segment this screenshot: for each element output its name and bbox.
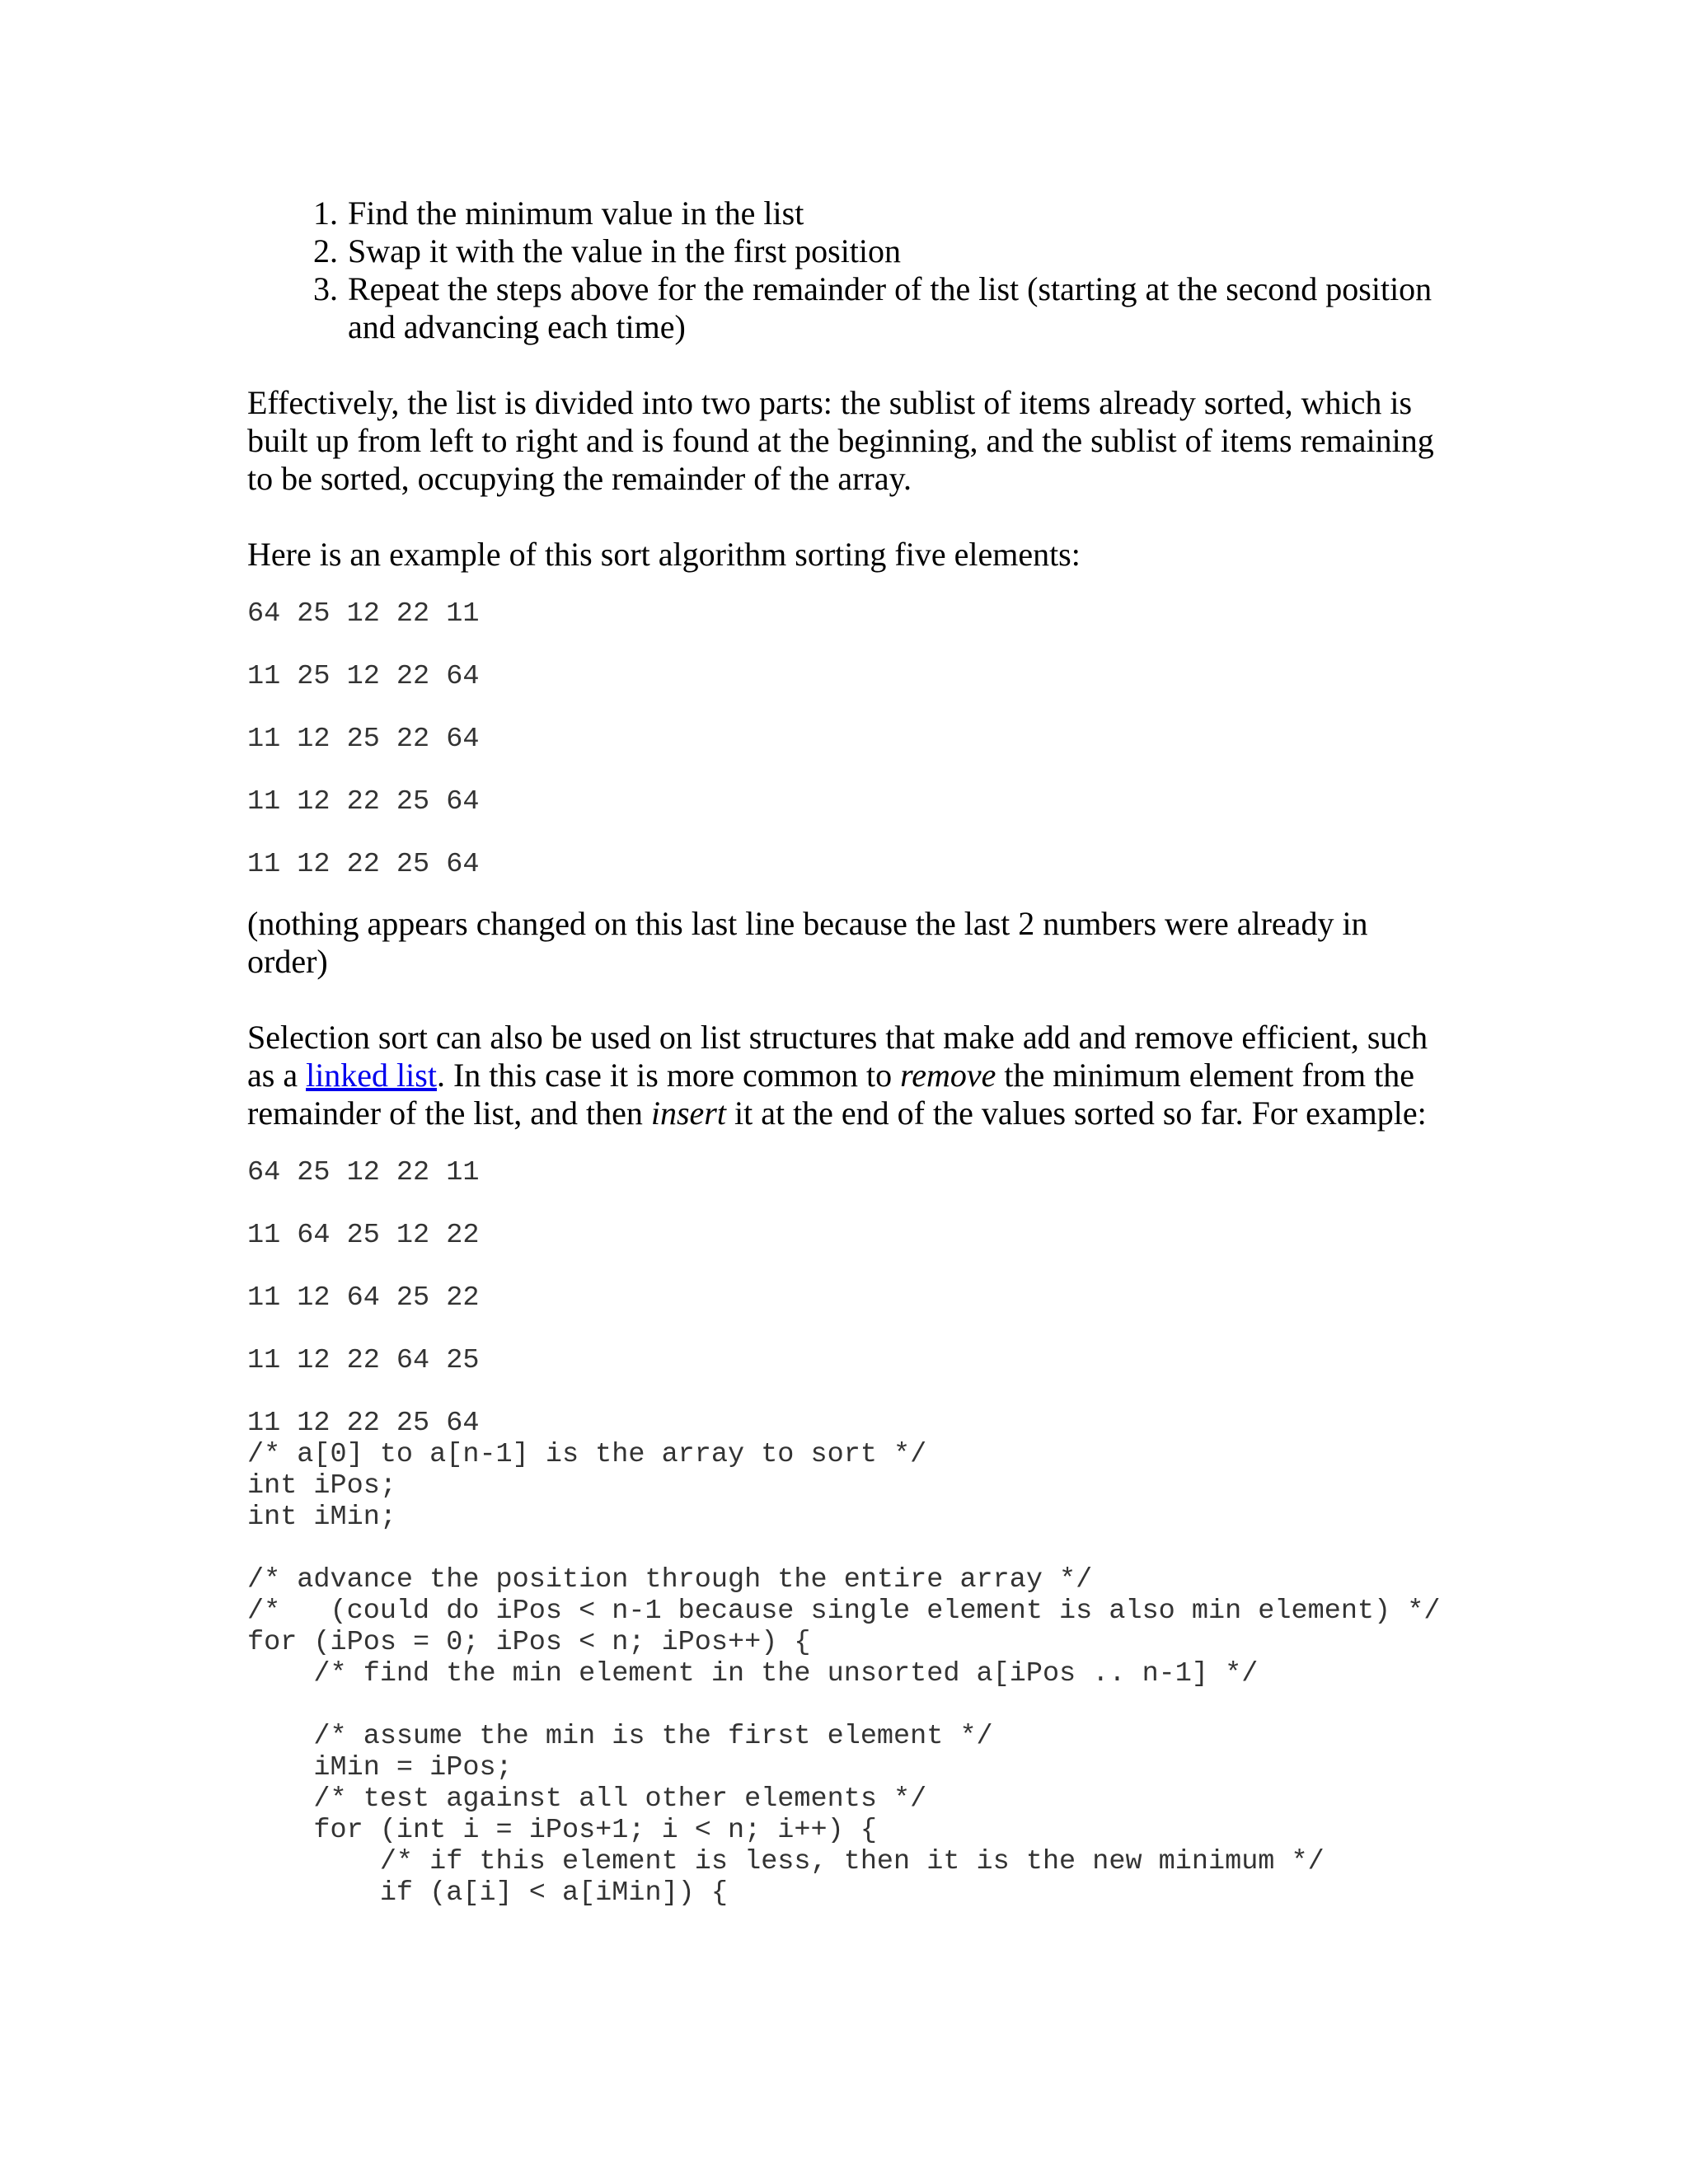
code-line: int iMin; bbox=[247, 1502, 396, 1533]
linked-example-line: 11 64 25 12 22 bbox=[247, 1220, 480, 1251]
code-block bbox=[247, 1439, 1451, 1909]
linked-para-text: the minimum element from the remainder of the list, and then bbox=[247, 1057, 1414, 1132]
linked-para-text: Selection sort can also be used on list structures that make add and remove efficient, such as a bbox=[247, 1019, 1428, 1094]
code-line: iMin = iPos; bbox=[247, 1752, 513, 1783]
code-line: /* advance the position through the entire array */ bbox=[247, 1564, 1093, 1596]
code-line: int iPos; bbox=[247, 1470, 396, 1502]
paragraph-nothing-changed: (nothing appears changed on this last line because the last 2 numbers were already in order) bbox=[247, 905, 1368, 980]
linked-example-line: 11 12 22 64 25 bbox=[247, 1345, 480, 1376]
algorithm-steps-list bbox=[247, 194, 1451, 346]
step-item: 2. Swap it with the value in the first position bbox=[346, 232, 1451, 270]
linked-example-line: 64 25 12 22 11 bbox=[247, 1157, 480, 1188]
code-line: /* (could do iPos < n-1 because single element is also min element) */ bbox=[247, 1596, 1441, 1627]
array-example-line: 64 25 12 22 11 bbox=[247, 598, 480, 630]
array-example-block bbox=[247, 598, 1451, 880]
linked-list-link[interactable]: linked list bbox=[306, 1057, 437, 1094]
code-line: for (iPos = 0; iPos < n; iPos++) { bbox=[247, 1627, 811, 1658]
array-example-line: 11 25 12 22 64 bbox=[247, 661, 480, 692]
emphasis-insert: insert bbox=[650, 1094, 726, 1132]
paragraph-linked-list bbox=[247, 1019, 1451, 1132]
emphasis-remove: remove bbox=[900, 1057, 996, 1094]
array-example-line: 11 12 22 25 64 bbox=[247, 786, 480, 818]
step-item: 1. Find the minimum value in the list bbox=[346, 194, 1451, 232]
paragraph-example-intro: Here is an example of this sort algorithm sorting five elements: bbox=[247, 536, 1081, 573]
linked-example-line: 11 12 22 25 64 bbox=[247, 1408, 480, 1439]
linked-example-block bbox=[247, 1157, 1451, 1439]
paragraph-effectively: Effectively, the list is divided into two parts: the sublist of items already sorted, which is built up from left to right and is found at the beginning, and the sublist of items remaining to be sorted, occupying the remainder of the array. bbox=[247, 384, 1434, 497]
code-line: /* a[0] to a[n-1] is the array to sort */ bbox=[247, 1439, 927, 1470]
code-line: /* assume the min is the first element */ bbox=[247, 1721, 993, 1752]
linked-para-text: . In this case it is more common to bbox=[436, 1057, 901, 1094]
step-item: 3. Repeat the steps above for the remainder of the list (starting at the second position and advancing each time) bbox=[346, 270, 1451, 346]
code-line: /* test against all other elements */ bbox=[247, 1783, 927, 1815]
array-example-line: 11 12 25 22 64 bbox=[247, 724, 480, 755]
code-line: /* if this element is less, then it is the new minimum */ bbox=[247, 1846, 1325, 1877]
code-line bbox=[247, 1690, 1451, 1721]
document-page bbox=[247, 194, 1451, 1909]
linked-example-line: 11 12 64 25 22 bbox=[247, 1282, 480, 1314]
code-line: for (int i = iPos+1; i < n; i++) { bbox=[247, 1815, 877, 1846]
linked-para-text: it at the end of the values sorted so far. For example: bbox=[725, 1094, 1427, 1132]
array-example-line: 11 12 22 25 64 bbox=[247, 849, 480, 880]
code-line bbox=[247, 1533, 1451, 1564]
code-line: if (a[i] < a[iMin]) { bbox=[247, 1877, 728, 1909]
code-line: /* find the min element in the unsorted a[iPos .. n-1] */ bbox=[247, 1658, 1259, 1690]
